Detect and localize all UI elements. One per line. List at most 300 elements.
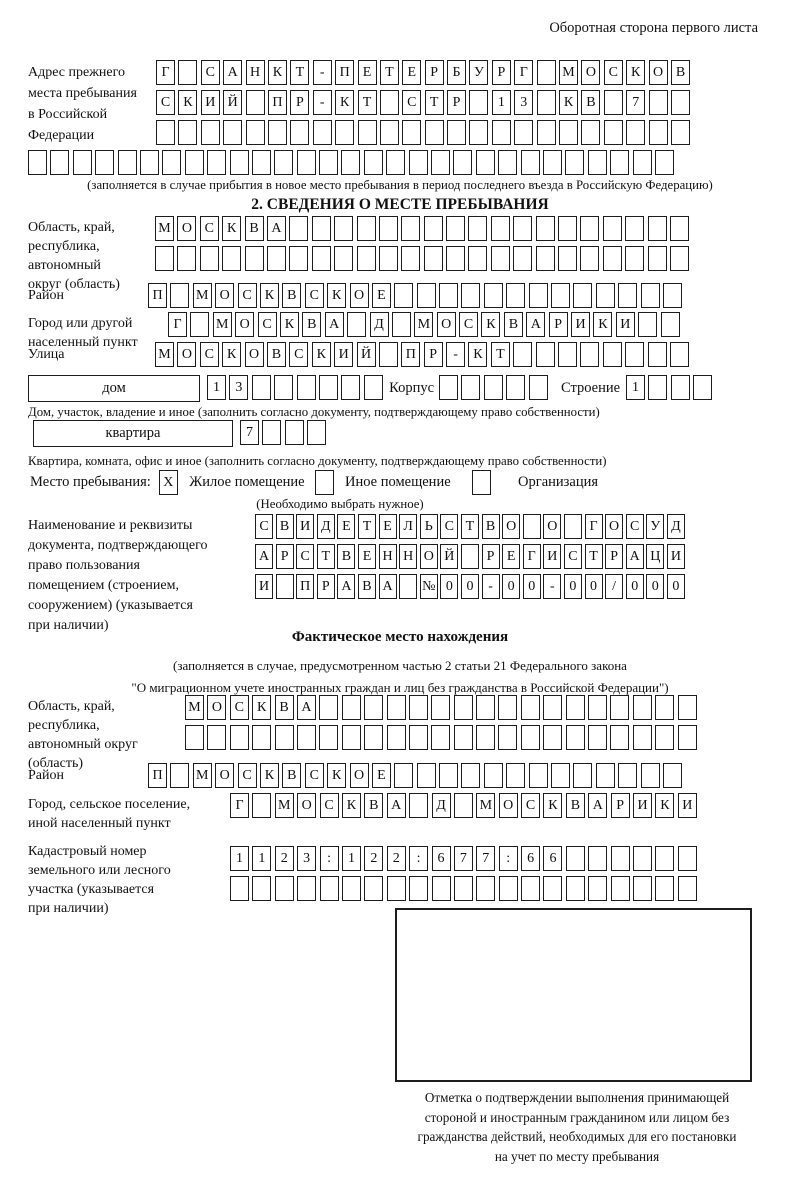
fact-heading: Фактическое место нахождения	[291, 629, 509, 645]
char-cell: М	[185, 695, 204, 720]
text-line: республика,	[28, 718, 100, 733]
char-cell: 1	[230, 846, 249, 871]
char-cell	[207, 150, 226, 175]
char-cell	[633, 695, 652, 720]
char-cell: 1	[492, 90, 511, 115]
char-cell: Г	[168, 312, 187, 337]
char-cell: 7	[476, 846, 495, 871]
char-cell: Р	[290, 90, 309, 115]
char-cell: В	[364, 793, 383, 818]
char-cell: Е	[379, 514, 397, 539]
char-cell	[230, 150, 249, 175]
char-row	[148, 283, 685, 308]
char-cell	[268, 120, 287, 145]
char-cell	[357, 216, 376, 241]
char-cell	[671, 90, 690, 115]
char-cell: О	[177, 342, 196, 367]
char-cell: С	[440, 514, 458, 539]
char-cell	[439, 375, 458, 400]
char-cell	[246, 90, 265, 115]
char-cell	[364, 725, 383, 750]
char-cell	[28, 150, 47, 175]
char-cell: С	[402, 90, 421, 115]
char-cell	[468, 246, 487, 271]
char-cell: Д	[317, 514, 335, 539]
char-cell: Й	[357, 342, 376, 367]
char-cell	[618, 763, 637, 788]
char-cell: С	[320, 793, 339, 818]
char-cell	[513, 246, 532, 271]
char-cell: М	[559, 60, 578, 85]
char-cell	[252, 793, 271, 818]
char-cell: С	[564, 544, 582, 569]
text-line: (область)	[28, 756, 84, 771]
char-cell	[537, 120, 556, 145]
text-line: право пользования	[28, 558, 140, 573]
char-cell	[454, 725, 473, 750]
char-cell	[454, 876, 473, 901]
char-cell	[670, 246, 689, 271]
char-cell	[604, 90, 623, 115]
char-cell: Т	[380, 60, 399, 85]
char-cell	[387, 725, 406, 750]
char-cell: К	[468, 342, 487, 367]
char-cell: С	[604, 60, 623, 85]
char-cell: О	[581, 60, 600, 85]
char-cell	[633, 150, 652, 175]
char-cell	[596, 283, 615, 308]
char-cell	[603, 246, 622, 271]
char-cell: У	[469, 60, 488, 85]
char-cell	[580, 246, 599, 271]
char-cell	[655, 725, 674, 750]
section2-heading: 2. СВЕДЕНИЯ О МЕСТЕ ПРЕБЫВАНИЯ	[251, 196, 549, 213]
char-cell: С	[521, 793, 540, 818]
char-cell	[275, 725, 294, 750]
char-cell: М	[213, 312, 232, 337]
text-line: Область, край,	[28, 699, 115, 714]
char-cell	[409, 793, 428, 818]
text-line: Область, край,	[28, 220, 115, 235]
char-cell: К	[178, 90, 197, 115]
text-line: сооружением) (указывается	[28, 598, 193, 613]
char-cell: К	[335, 90, 354, 115]
char-cell	[663, 763, 682, 788]
char-cell	[492, 120, 511, 145]
char-cell: С	[305, 283, 324, 308]
char-cell: В	[504, 312, 523, 337]
stamp-box	[395, 908, 752, 1082]
char-cell: В	[275, 695, 294, 720]
street-label: Улица	[28, 347, 65, 362]
char-cell: -	[482, 574, 500, 599]
char-cell	[476, 695, 495, 720]
char-cell	[461, 375, 480, 400]
char-cell: О	[605, 514, 623, 539]
char-cell	[276, 574, 294, 599]
char-cell: Г	[585, 514, 603, 539]
char-cell: Р	[317, 574, 335, 599]
char-cell: О	[297, 793, 316, 818]
char-cell: К	[593, 312, 612, 337]
char-cell: А	[297, 695, 316, 720]
char-cell	[491, 246, 510, 271]
char-cell: М	[155, 216, 174, 241]
char-cell: Б	[447, 60, 466, 85]
char-cell	[655, 846, 674, 871]
char-cell: Г	[156, 60, 175, 85]
char-cell: С	[289, 342, 308, 367]
char-cell	[521, 725, 540, 750]
char-cell: О	[499, 793, 518, 818]
char-cell: 2	[387, 846, 406, 871]
document-rows	[255, 514, 687, 604]
char-cell: :	[499, 846, 518, 871]
char-cell	[566, 725, 585, 750]
region2-label	[28, 695, 185, 773]
prev-address-block	[28, 60, 693, 150]
char-cell	[461, 283, 480, 308]
char-cell: Р	[549, 312, 568, 337]
document-block	[28, 514, 687, 636]
char-cell	[252, 375, 271, 400]
char-cell	[342, 725, 361, 750]
char-cell: А	[255, 544, 273, 569]
char-cell: О	[215, 763, 234, 788]
char-cell: П	[335, 60, 354, 85]
char-row	[156, 60, 693, 85]
char-cell	[431, 725, 450, 750]
char-row	[230, 793, 700, 818]
text-line: Адрес прежнего	[28, 65, 125, 80]
char-cell	[341, 150, 360, 175]
char-cell: И	[678, 793, 697, 818]
char-cell: О	[215, 283, 234, 308]
char-cell	[380, 90, 399, 115]
char-row	[155, 342, 692, 367]
prev-address-label	[28, 60, 156, 146]
char-cell	[334, 246, 353, 271]
char-cell	[521, 695, 540, 720]
char-cell	[573, 763, 592, 788]
char-cell: С	[156, 90, 175, 115]
char-cell	[347, 312, 366, 337]
char-cell: Е	[372, 763, 391, 788]
char-cell: Р	[425, 60, 444, 85]
char-cell: 1	[342, 846, 361, 871]
char-cell	[543, 876, 562, 901]
char-cell	[588, 725, 607, 750]
char-cell: 0	[626, 574, 644, 599]
char-cell: Д	[370, 312, 389, 337]
region-rows	[155, 216, 692, 276]
char-cell	[431, 150, 450, 175]
char-cell	[638, 312, 657, 337]
char-cell: И	[633, 793, 652, 818]
char-cell	[446, 216, 465, 241]
char-cell	[581, 120, 600, 145]
char-cell: А	[526, 312, 545, 337]
char-cell	[379, 216, 398, 241]
char-cell: К	[626, 60, 645, 85]
text-line: населенный пункт	[28, 335, 138, 350]
char-cell	[275, 876, 294, 901]
char-row	[185, 725, 700, 750]
char-cell	[364, 150, 383, 175]
text-line: автономный	[28, 258, 101, 273]
char-cell: С	[201, 60, 220, 85]
char-row	[207, 375, 386, 400]
char-cell	[178, 120, 197, 145]
char-cell	[558, 216, 577, 241]
stay-type-row	[30, 470, 598, 495]
char-cell: 1	[207, 375, 226, 400]
char-cell	[499, 876, 518, 901]
text-line: участка (указывается	[28, 882, 155, 897]
char-cell	[611, 846, 630, 871]
char-cell	[543, 695, 562, 720]
char-cell	[453, 150, 472, 175]
char-cell	[670, 342, 689, 367]
char-cell	[543, 725, 562, 750]
char-cell: 6	[543, 846, 562, 871]
char-cell: В	[337, 544, 355, 569]
char-cell: :	[320, 846, 339, 871]
char-cell	[603, 342, 622, 367]
cadastre-rows	[230, 840, 700, 906]
char-cell: Р	[605, 544, 623, 569]
char-cell: К	[481, 312, 500, 337]
char-cell: П	[268, 90, 287, 115]
char-cell: Т	[358, 514, 376, 539]
char-cell: К	[280, 312, 299, 337]
char-cell: А	[337, 574, 355, 599]
char-cell	[476, 876, 495, 901]
char-cell: 7	[626, 90, 645, 115]
text-line: в Российской	[28, 107, 108, 122]
char-cell: Т	[585, 544, 603, 569]
char-row	[148, 763, 685, 788]
char-cell: В	[267, 342, 286, 367]
char-cell: О	[350, 283, 369, 308]
char-cell: Й	[440, 544, 458, 569]
char-cell: М	[155, 342, 174, 367]
char-cell: Н	[379, 544, 397, 569]
char-cell	[297, 725, 316, 750]
stroenie-label: Строение	[560, 380, 621, 396]
char-cell	[558, 342, 577, 367]
char-cell: И	[201, 90, 220, 115]
char-cell	[297, 375, 316, 400]
char-cell	[358, 120, 377, 145]
text-line: Город или другой	[28, 316, 133, 331]
char-cell	[207, 725, 226, 750]
char-cell	[536, 246, 555, 271]
char-cell	[177, 246, 196, 271]
char-cell: К	[543, 793, 562, 818]
char-cell: 0	[461, 574, 479, 599]
char-cell	[588, 150, 607, 175]
char-cell	[551, 763, 570, 788]
char-cell	[625, 342, 644, 367]
char-cell: Р	[447, 90, 466, 115]
char-cell	[223, 120, 242, 145]
char-cell: 2	[364, 846, 383, 871]
char-cell	[484, 763, 503, 788]
stay-option-label-organization: Организация	[518, 474, 599, 490]
char-cell	[661, 312, 680, 337]
char-cell: К	[327, 283, 346, 308]
char-cell	[484, 283, 503, 308]
char-cell: Т	[461, 514, 479, 539]
char-cell: У	[646, 514, 664, 539]
char-cell	[267, 246, 286, 271]
city2-label	[28, 793, 230, 833]
char-cell	[312, 246, 331, 271]
char-cell	[409, 150, 428, 175]
char-cell: 3	[229, 375, 248, 400]
char-cell	[536, 216, 555, 241]
char-cell: Т	[491, 342, 510, 367]
char-cell: С	[238, 763, 257, 788]
char-cell	[447, 120, 466, 145]
char-cell: В	[581, 90, 600, 115]
char-cell: О	[543, 514, 561, 539]
char-cell	[564, 514, 582, 539]
char-cell: К	[260, 763, 279, 788]
char-cell	[648, 342, 667, 367]
char-cell	[170, 283, 189, 308]
char-cell: О	[245, 342, 264, 367]
char-cell: 1	[626, 375, 645, 400]
char-cell: -	[446, 342, 465, 367]
char-cell	[320, 876, 339, 901]
char-cell	[312, 216, 331, 241]
char-cell: М	[275, 793, 294, 818]
char-cell: П	[148, 763, 167, 788]
char-cell	[604, 120, 623, 145]
char-cell	[274, 150, 293, 175]
char-cell	[245, 246, 264, 271]
text-line: республика,	[28, 239, 100, 254]
char-cell: К	[268, 60, 287, 85]
char-cell	[246, 120, 265, 145]
char-cell: 3	[297, 846, 316, 871]
char-cell	[521, 150, 540, 175]
char-cell	[513, 342, 532, 367]
char-cell	[417, 283, 436, 308]
char-cell	[633, 876, 652, 901]
char-cell	[513, 216, 532, 241]
prev-address-overflow-row	[28, 150, 677, 175]
char-cell: 0	[646, 574, 664, 599]
corner-note: Оборотная сторона первого листа	[549, 20, 758, 36]
region2-rows	[185, 695, 700, 755]
char-cell: О	[177, 216, 196, 241]
district2-label: Район	[28, 768, 64, 783]
char-row	[156, 120, 693, 145]
char-cell	[491, 216, 510, 241]
char-cell	[641, 283, 660, 308]
char-cell	[580, 342, 599, 367]
char-cell	[678, 695, 697, 720]
char-row	[230, 846, 700, 871]
char-cell: К	[559, 90, 578, 115]
char-cell	[439, 283, 458, 308]
char-row	[439, 375, 551, 400]
char-cell	[201, 120, 220, 145]
char-cell	[364, 876, 383, 901]
char-cell: И	[571, 312, 590, 337]
char-cell	[319, 695, 338, 720]
prev-address-note: (заполняется в случае прибытия в новое место пребывания в период последнего въезда в Российскую Федерацию)	[87, 178, 713, 192]
char-cell: О	[420, 544, 438, 569]
char-cell	[401, 246, 420, 271]
char-cell: -	[313, 60, 332, 85]
char-cell	[364, 375, 383, 400]
char-cell: 2	[275, 846, 294, 871]
char-cell	[529, 375, 548, 400]
char-cell: А	[223, 60, 242, 85]
char-cell	[307, 420, 326, 445]
char-cell	[342, 695, 361, 720]
char-cell	[73, 150, 92, 175]
char-cell: 0	[667, 574, 685, 599]
char-cell: И	[296, 514, 314, 539]
apartment-label-box: квартира	[33, 420, 233, 447]
char-row	[230, 876, 700, 901]
char-cell: Й	[223, 90, 242, 115]
char-cell: И	[616, 312, 635, 337]
apartment-row	[33, 420, 330, 450]
text-line: (заполняется в случае, предусмотренном частью 2 статьи 21 Федерального закона	[173, 658, 627, 673]
char-cell	[364, 695, 383, 720]
char-cell	[469, 90, 488, 115]
char-cell	[537, 90, 556, 115]
char-cell: А	[387, 793, 406, 818]
char-cell	[155, 246, 174, 271]
char-cell: :	[409, 846, 428, 871]
char-cell	[185, 150, 204, 175]
char-cell: Д	[432, 793, 451, 818]
char-cell	[394, 283, 413, 308]
char-cell	[170, 763, 189, 788]
char-cell: 0	[440, 574, 458, 599]
char-cell	[185, 725, 204, 750]
char-cell	[409, 725, 428, 750]
char-cell: С	[230, 695, 249, 720]
char-cell: К	[260, 283, 279, 308]
char-cell: В	[276, 514, 294, 539]
char-cell	[523, 514, 541, 539]
cadastre-block	[28, 840, 700, 918]
char-cell	[335, 120, 354, 145]
char-cell	[222, 246, 241, 271]
char-cell: В	[245, 216, 264, 241]
char-cell	[342, 876, 361, 901]
char-cell	[274, 375, 293, 400]
stay-checkbox-residential: X	[159, 470, 178, 495]
char-cell	[580, 216, 599, 241]
stay-type-label: Место пребывания:	[30, 474, 151, 490]
char-cell: С	[626, 514, 644, 539]
text-line: иной населенный пункт	[28, 816, 171, 831]
char-cell: О	[437, 312, 456, 337]
char-cell	[118, 150, 137, 175]
char-cell	[252, 150, 271, 175]
char-cell	[649, 120, 668, 145]
char-cell	[446, 246, 465, 271]
